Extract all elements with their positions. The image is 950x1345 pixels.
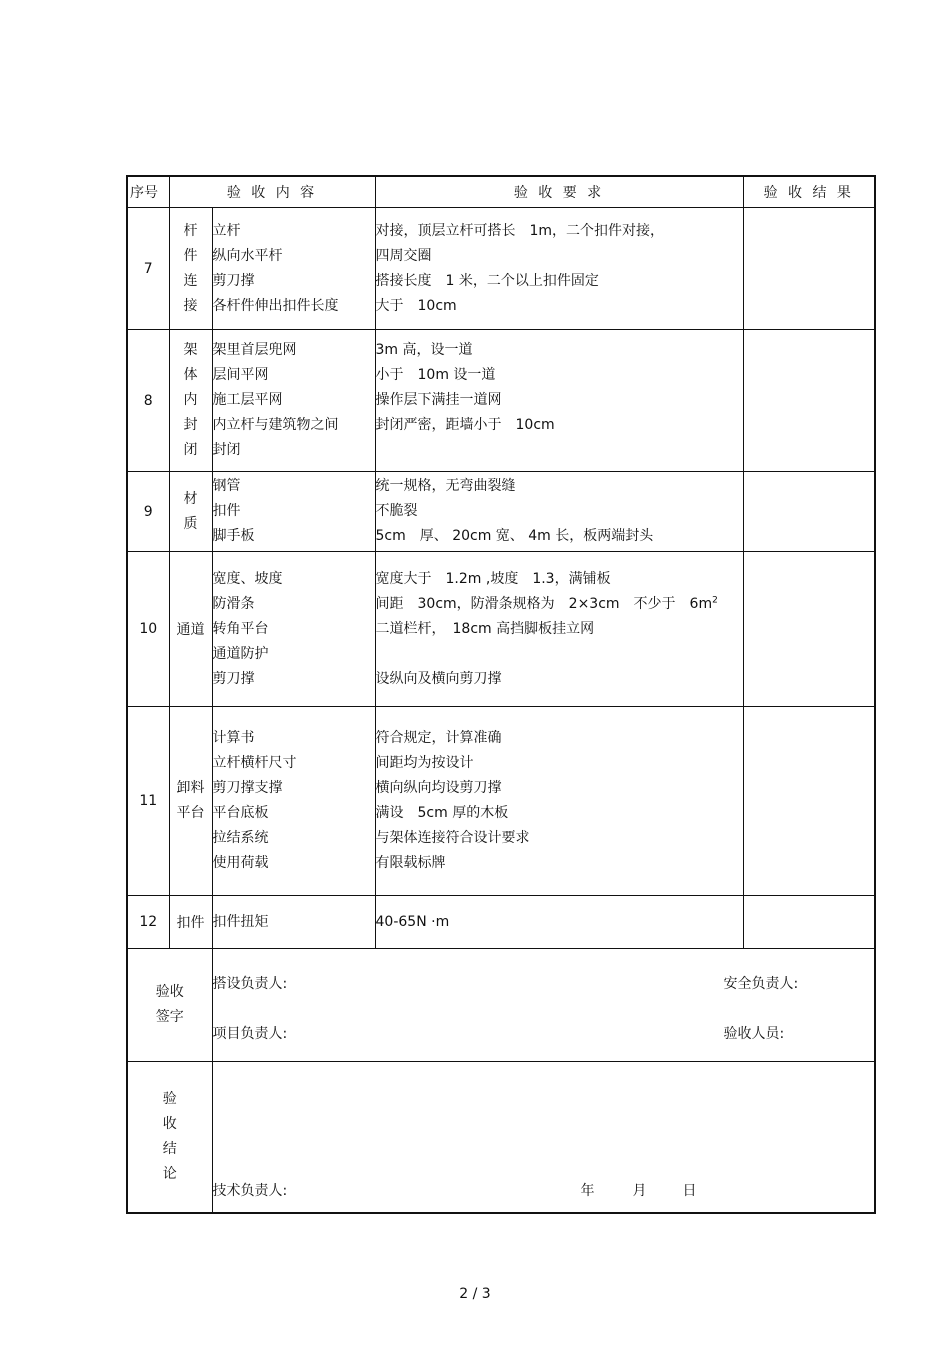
header-requirement: 验 收 要 求 [375,176,743,208]
row-category: 卸料 平台 [169,707,212,896]
row-number: 10 [127,552,169,707]
row-number: 12 [127,896,169,949]
signature-row [127,949,875,1062]
row-requirements: 宽度大于 1.2m ,坡度 1.3，满铺板 间距 30cm，防滑条规格为 2×3cm 不少于 $6m^2$ 二道栏杆， 18cm 高挡脚板挂立网 设纵向及横向剪刀撑 [375,552,743,707]
date-year: 年 [580,1183,595,1199]
date-month: 月 [632,1183,647,1199]
header-result: 验 收 结 果 [743,176,875,208]
result-cell[interactable] [743,552,875,707]
inspector-sign-field[interactable]: 验收人员: [723,1026,785,1042]
result-cell[interactable] [743,330,875,472]
row-requirements: 符合规定，计算准确 间距均为按设计 横向纵向均设剪刀撑 满设 5cm 厚的木板 与架体连接符合设计要求 有限载标牌 [375,707,743,896]
page-number: 2 / 3 [459,1286,491,1302]
inspection-table [126,175,876,1214]
header-content: 验 收 内 容 [169,176,375,208]
row-items: 钢管 扣件 脚手板 [212,472,375,552]
row-category: 通道 [169,552,212,707]
row-requirements: 3m 高，设一道 小于 10m 设一道 操作层下满挂一道网 封闭严密，距墙小于 10cm [375,330,743,472]
header-seq: 序号 [127,176,169,208]
table-row [127,472,875,552]
row-items: 立杆 纵向水平杆 剪刀撑 各杆件伸出扣件长度 [212,208,375,330]
row-items: 架里首层兜网 层间平网 施工层平网 内立杆与建筑物之间 封闭 [212,330,375,472]
table-row [127,208,875,330]
table-row [127,707,875,896]
project-sign-field[interactable]: 项目负责人: [212,1026,288,1042]
result-cell[interactable] [743,208,875,330]
row-category: 材 质 [169,472,212,552]
tech-sign-field[interactable]: 技术负责人: [212,1183,288,1199]
row-number: 7 [127,208,169,330]
row-number: 11 [127,707,169,896]
row-requirements: 40-65N ·m [375,896,743,949]
row-items: 计算书 立杆横杆尺寸 剪刀撑支撑 平台底板 拉结系统 使用荷载 [212,707,375,896]
table-row [127,330,875,472]
row-category: 杆 件 连 接 [169,208,212,330]
result-cell[interactable] [743,472,875,552]
result-cell[interactable] [743,896,875,949]
safety-sign-field[interactable]: 安全负责人: [723,976,799,992]
builder-sign-field[interactable]: 搭设负责人: [212,976,288,992]
signature-label: 验收 签字 [127,949,212,1062]
date-day: 日 [682,1183,697,1199]
superscript: 2 [712,594,718,605]
row-requirements: 统一规格，无弯曲裂缝 不脆裂 5cm 厚、 20cm 宽、 4m 长，板两端封头 [375,472,743,552]
row-number: 8 [127,330,169,472]
row-category: 扣件 [169,896,212,949]
result-cell[interactable] [743,707,875,896]
table-row [127,552,875,707]
row-category: 架 体 内 封 闭 [169,330,212,472]
signature-area [212,949,875,1062]
row-requirements: 对接，顶层立杆可搭长 1m，二个扣件对接， 四周交圈 搭接长度 1 米，二个以上扣件固定 大于 10cm [375,208,743,330]
row-number: 9 [127,472,169,552]
table-header-row [127,176,875,208]
conclusion-label: 验 收 结 论 [127,1062,212,1214]
conclusion-row [127,1062,875,1214]
row-items: 宽度、坡度 防滑条 转角平台 通道防护 剪刀撑 [212,552,375,707]
row-items: 扣件扭矩 [212,896,375,949]
table-row [127,896,875,949]
conclusion-area[interactable] [212,1062,875,1214]
